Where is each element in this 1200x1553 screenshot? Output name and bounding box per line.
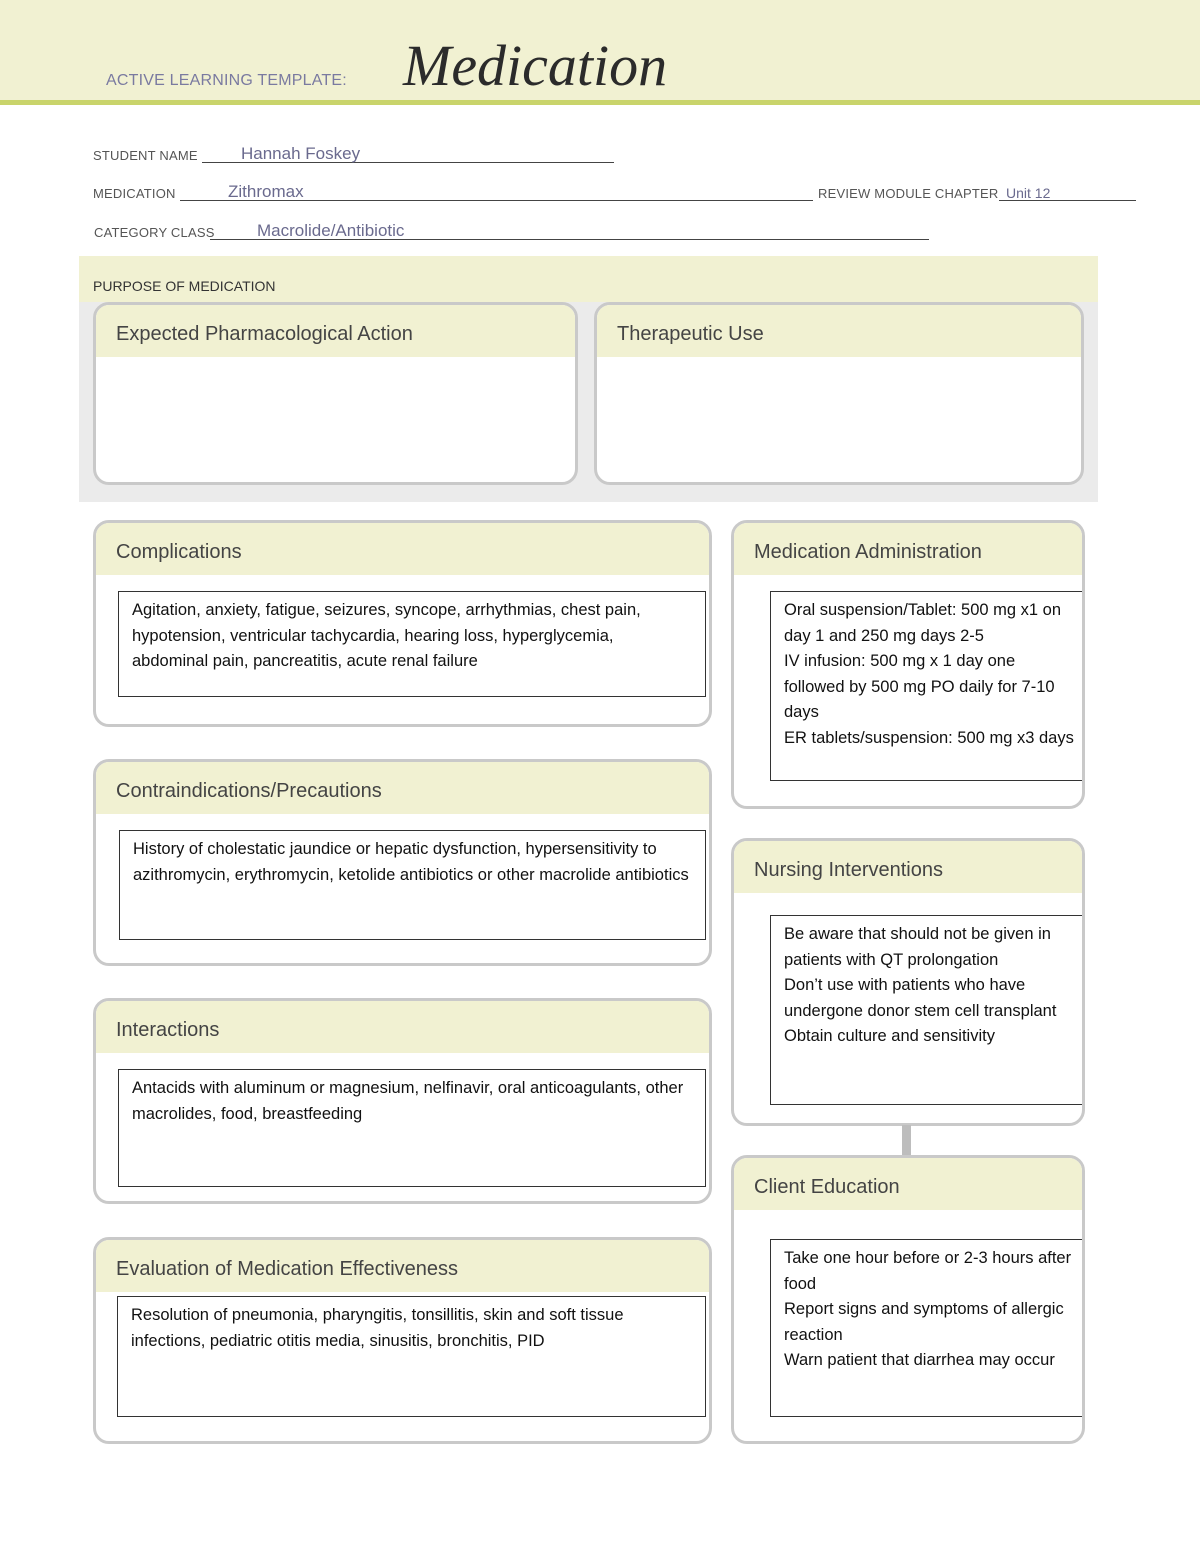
client-education-title: Client Education <box>754 1176 900 1198</box>
page-title: Medication <box>403 33 668 98</box>
evaluation-card <box>93 1237 712 1444</box>
medication-label: MEDICATION <box>93 186 176 201</box>
therapeutic-use-card <box>594 302 1084 485</box>
administration-text[interactable]: Oral suspension/Tablet: 500 mg x1 on day 1 and 250 mg days 2-5 IV infusion: 500 mg x 1 day one followed by 500 mg PO daily for 7-10 days ER tablets/suspension: 500 mg x3 days <box>770 591 1085 781</box>
card-connector <box>902 1125 911 1155</box>
nursing-interventions-card <box>731 838 1085 1126</box>
student-name-label: STUDENT NAME <box>93 148 198 163</box>
administration-title: Medication Administration <box>754 541 982 563</box>
expected-action-text[interactable] <box>116 365 555 468</box>
contraindications-title: Contraindications/Precautions <box>116 780 382 802</box>
client-education-card <box>731 1155 1085 1444</box>
complications-title: Complications <box>116 541 242 563</box>
review-chapter-label: REVIEW MODULE CHAPTER <box>818 186 999 201</box>
contraindications-card <box>93 759 712 966</box>
student-name-field[interactable]: Hannah Foskey <box>241 144 361 163</box>
nursing-interventions-title: Nursing Interventions <box>754 859 943 881</box>
contraindications-text[interactable]: History of cholestatic jaundice or hepatic dysfunction, hypersensitivity to azithromycin, erythromycin, ketolide antibiotics or other macrolide antibiotics <box>119 830 706 940</box>
evaluation-text[interactable]: Resolution of pneumonia, pharyngitis, tonsillitis, skin and soft tissue infections, pediatric otitis media, sinusitis, bronchitis, PID <box>117 1296 706 1417</box>
expected-action-card <box>93 302 578 485</box>
administration-card <box>731 520 1085 809</box>
complications-card <box>93 520 712 727</box>
medication-field[interactable]: Zithromax <box>228 182 304 201</box>
nursing-interventions-text[interactable]: Be aware that should not be given in patients with QT prolongation Don’t use with patients who have undergone donor stem cell transplant Obtain culture and sensitivity <box>770 915 1085 1105</box>
template-label: ACTIVE LEARNING TEMPLATE: <box>106 72 347 89</box>
therapeutic-use-text[interactable] <box>617 365 1061 468</box>
therapeutic-use-title: Therapeutic Use <box>617 323 764 345</box>
client-education-text[interactable]: Take one hour before or 2-3 hours after food Report signs and symptoms of allergic reaction Warn patient that diarrhea may occur <box>770 1239 1085 1417</box>
category-class-field[interactable]: Macrolide/Antibiotic <box>257 221 405 240</box>
evaluation-title: Evaluation of Medication Effectiveness <box>116 1258 459 1280</box>
interactions-text[interactable]: Antacids with aluminum or magnesium, nelfinavir, oral anticoagulants, other macrolides, food, breastfeeding <box>118 1069 706 1187</box>
category-class-label: CATEGORY CLASS <box>94 225 215 240</box>
purpose-label: PURPOSE OF MEDICATION <box>93 278 276 294</box>
complications-text[interactable]: Agitation, anxiety, fatigue, seizures, syncope, arrhythmias, chest pain, hypotension, ventricular tachycardia, hearing loss, hyperglycemia, abdominal pain, pancreatitis, acute renal failure <box>118 591 706 697</box>
expected-action-title: Expected Pharmacological Action <box>116 323 413 345</box>
interactions-card <box>93 998 712 1204</box>
review-chapter-field[interactable]: Unit 12 <box>1006 185 1051 201</box>
interactions-title: Interactions <box>116 1019 220 1041</box>
